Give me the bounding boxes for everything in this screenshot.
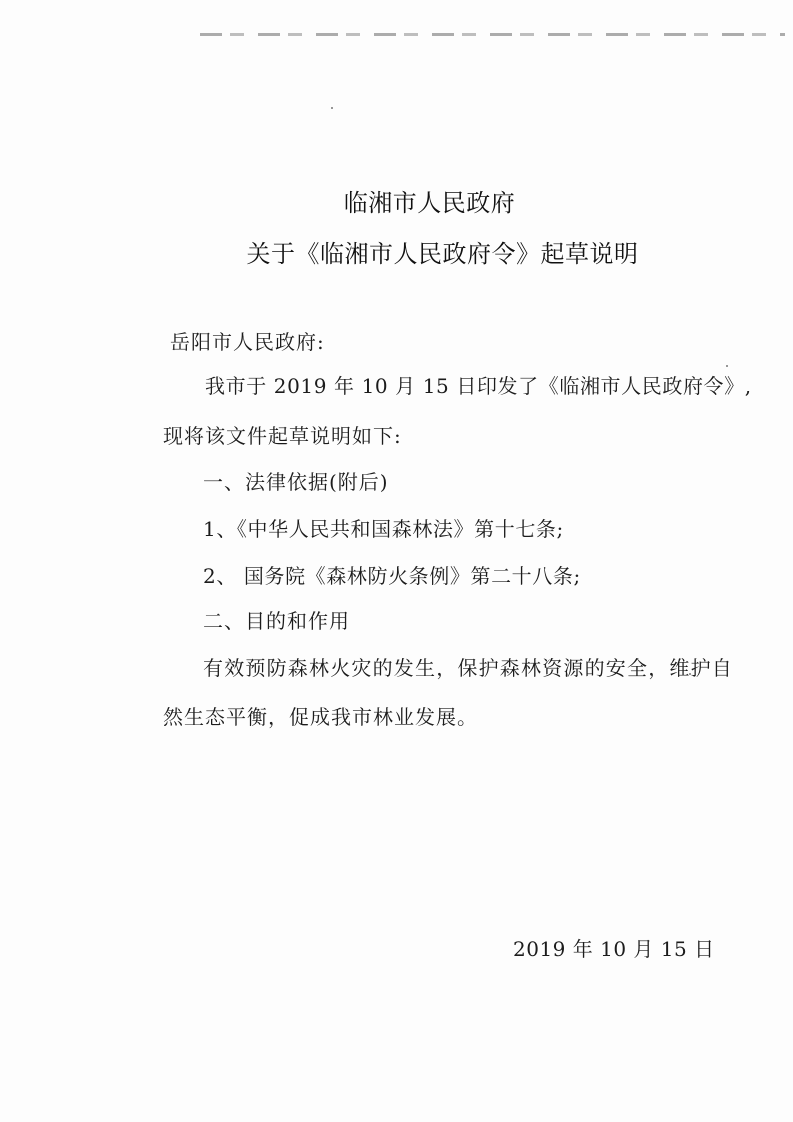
paragraph2-line2: 然生态平衡，促成我市林业发展。 (163, 705, 478, 729)
paragraph1-line1: 我市于 2019 年 10 月 15 日印发了《临湘市人民政府令》, (205, 374, 752, 398)
salutation: 岳阳市人民政府: (170, 330, 325, 354)
document-date: 2019 年 10 月 15 日 (513, 937, 715, 961)
section1-heading: 一、法律依据(附后) (203, 470, 389, 494)
scan-speck (331, 107, 333, 109)
document-title-line2: 关于《临湘市人民政府令》起草说明 (246, 240, 639, 268)
section2-heading: 二、目的和作用 (203, 609, 350, 633)
scan-artifact-line (200, 33, 785, 36)
section1-item2: 2、 国务院《森林防火条例》第二十八条; (203, 564, 581, 588)
paragraph2-line1: 有效预防森林火灾的发生，保护森林资源的安全，维护自 (203, 656, 733, 680)
scan-speck (726, 365, 728, 367)
section1-item1: 1、《中华人民共和国森林法》第十七条; (203, 517, 564, 541)
document-title-line1: 临湘市人民政府 (343, 189, 516, 217)
paragraph1-line2: 现将该文件起草说明如下: (163, 424, 402, 448)
